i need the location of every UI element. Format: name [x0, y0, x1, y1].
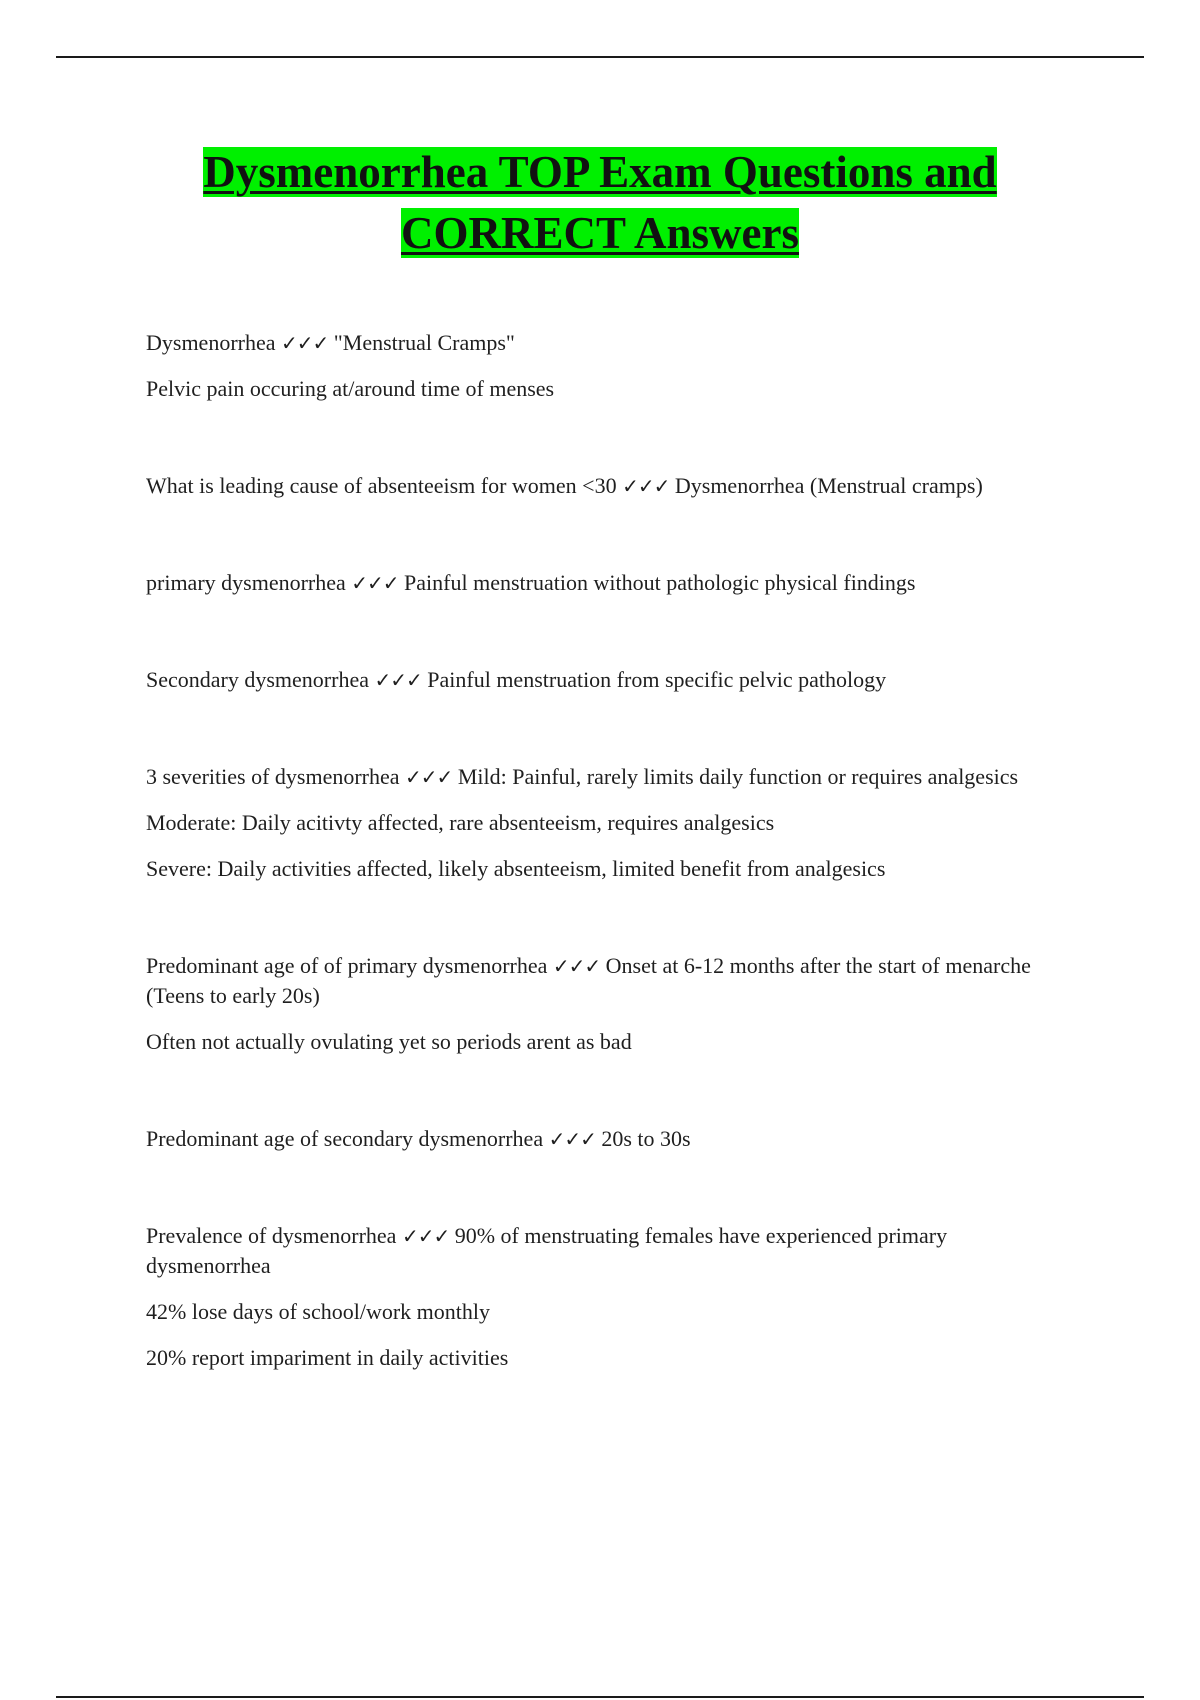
answer-text: 90% of menstruating females have experienced primary dysmenorrhea — [146, 1223, 948, 1278]
qa-entry — [146, 471, 1046, 501]
question-term: primary dysmenorrhea — [146, 570, 346, 595]
check-icon: ✓✓✓ — [552, 954, 601, 978]
qa-entry — [146, 1124, 1046, 1154]
answer-text: "Menstrual Cramps" — [333, 330, 515, 355]
document-title — [100, 142, 1100, 264]
answer-detail: 20% report impariment in daily activities — [146, 1345, 509, 1370]
question-term: Predominant age of of primary dysmenorrhea — [146, 953, 548, 978]
qa-entry — [146, 568, 1046, 598]
answer-text: Dysmenorrhea (Menstrual cramps) — [674, 473, 983, 498]
title-line-1: Dysmenorrhea TOP Exam Questions and — [203, 147, 997, 197]
question-term: What is leading cause of absenteeism for women <30 — [146, 473, 617, 498]
qa-entry — [146, 762, 1046, 884]
qa-entry — [146, 328, 1046, 404]
answer-detail: Severe: Daily activities affected, likely absenteeism, limited benefit from analgesics — [146, 856, 886, 881]
question-term: Dysmenorrhea — [146, 330, 276, 355]
answer-text: Onset at 6-12 months after the start of menarche (Teens to early 20s) — [146, 953, 1031, 1008]
qa-question-line — [146, 762, 1046, 792]
check-icon: ✓✓✓ — [374, 668, 422, 692]
qa-question-line — [146, 1221, 1046, 1281]
qa-entry — [146, 1221, 1046, 1373]
qa-question-line — [146, 951, 1046, 1011]
footer-rule — [56, 1696, 1144, 1698]
qa-question-line — [146, 328, 1046, 358]
qa-question-line — [146, 568, 1046, 598]
check-icon: ✓✓✓ — [351, 571, 399, 595]
header-rule — [56, 56, 1144, 58]
answer-text: Painful menstruation without pathologic physical findings — [404, 570, 916, 595]
answer-detail: 42% lose days of school/work monthly — [146, 1299, 491, 1324]
check-icon: ✓✓✓ — [401, 1224, 450, 1248]
qa-list — [146, 328, 1046, 1440]
title-line-2: CORRECT Answers — [401, 208, 799, 258]
qa-question-line — [146, 471, 1046, 501]
check-icon: ✓✓✓ — [281, 331, 329, 355]
qa-question-line — [146, 1124, 1046, 1154]
qa-question-line — [146, 665, 1046, 695]
check-icon: ✓✓✓ — [622, 474, 670, 498]
answer-text: 20s to 30s — [601, 1126, 691, 1151]
answer-text: Mild: Painful, rarely limits daily function or requires analgesics — [457, 764, 1019, 789]
question-term: Predominant age of secondary dysmenorrhea — [146, 1126, 544, 1151]
question-term: 3 severities of dysmenorrhea — [146, 764, 400, 789]
answer-detail: Often not actually ovulating yet so periods arent as bad — [146, 1029, 632, 1054]
answer-text: Painful menstruation from specific pelvic pathology — [427, 667, 887, 692]
answer-detail: Moderate: Daily acitivty affected, rare absenteeism, requires analgesics — [146, 810, 775, 835]
question-term: Prevalence of dysmenorrhea — [146, 1223, 397, 1248]
check-icon: ✓✓✓ — [548, 1127, 596, 1151]
qa-entry — [146, 665, 1046, 695]
qa-entry — [146, 951, 1046, 1057]
check-icon: ✓✓✓ — [405, 765, 453, 789]
answer-detail: Pelvic pain occuring at/around time of menses — [146, 376, 555, 401]
question-term: Secondary dysmenorrhea — [146, 667, 369, 692]
